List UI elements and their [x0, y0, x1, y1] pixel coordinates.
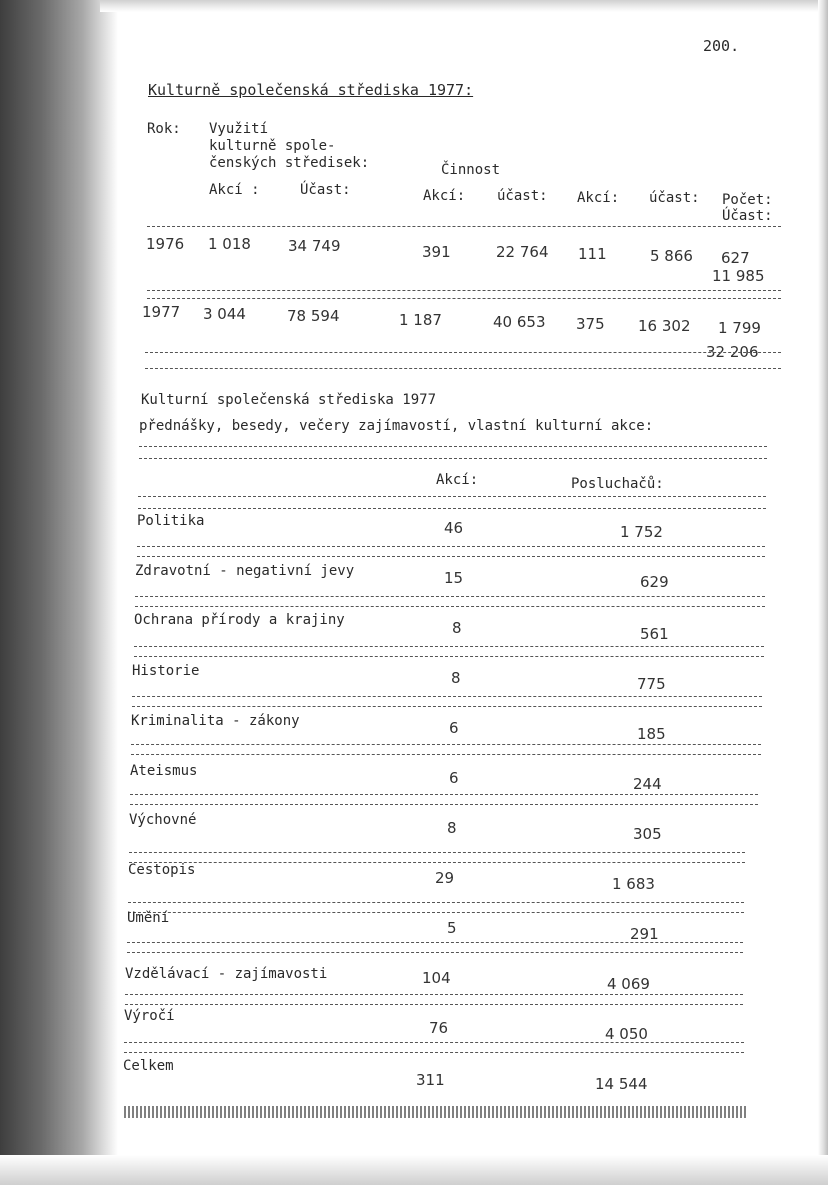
cell-year: 1977 [142, 303, 181, 321]
row-posluchacu-total: 14 544 [595, 1075, 648, 1093]
rule [135, 606, 765, 607]
cell-ucast-2: 40 653 [493, 313, 546, 331]
row-label: Cestopis [128, 862, 196, 878]
row-posluchacu: 244 [633, 775, 662, 793]
cell-ucast-3: 5 866 [650, 247, 693, 265]
rule [137, 546, 765, 547]
cell-akci-2: 1 187 [399, 311, 442, 329]
rule [134, 646, 764, 647]
row-label: Ateismus [130, 763, 198, 779]
rule [138, 496, 766, 497]
head-vyuziti-1: Využití [209, 121, 269, 137]
rule [128, 902, 744, 903]
head-rok: Rok: [147, 121, 181, 137]
rule [147, 290, 781, 291]
row-posluchacu: 291 [630, 925, 659, 943]
rule [127, 952, 743, 953]
rule [145, 368, 781, 369]
rule [130, 794, 758, 795]
rule [127, 942, 743, 943]
rule [130, 804, 758, 805]
rule [139, 458, 767, 459]
cell-ucast-1: 34 749 [288, 237, 341, 255]
rule [124, 1042, 744, 1043]
head-ucast-4: Účast: [722, 208, 773, 224]
double-underline-rule [124, 1106, 748, 1118]
cell-year: 1976 [146, 235, 185, 253]
row-label: Politika [137, 513, 205, 529]
row-akci: 5 [447, 919, 457, 937]
row-akci: 15 [444, 569, 464, 587]
rule [132, 696, 762, 697]
rule [135, 596, 765, 597]
col-akci: Akcí: [436, 472, 479, 488]
row-label: Kriminalita - zákony [131, 713, 300, 729]
head-pocet: Počet: [722, 192, 773, 208]
scan-shadow-right [818, 0, 828, 1185]
rule [138, 508, 766, 509]
row-posluchacu: 185 [637, 725, 666, 743]
rule [125, 994, 743, 995]
row-posluchacu: 4 050 [605, 1025, 648, 1043]
row-posluchacu: 561 [640, 625, 669, 643]
rule [124, 1052, 744, 1053]
rule [131, 744, 761, 745]
row-posluchacu: 1 683 [612, 875, 655, 893]
cell-ucast-4: 11 985 [712, 267, 765, 285]
row-posluchacu: 775 [637, 675, 666, 693]
scan-shadow-top [100, 0, 828, 12]
rule [132, 706, 762, 707]
cell-ucast-3: 16 302 [638, 317, 691, 335]
row-label: Historie [132, 663, 200, 679]
row-akci: 6 [449, 769, 459, 787]
row-label: Vzdělávací - zajímavosti [125, 966, 328, 982]
row-label: Výročí [124, 1008, 175, 1024]
row-akci: 6 [449, 719, 459, 737]
cell-ucast-1: 78 594 [287, 307, 340, 325]
head-cinnost: Činnost [441, 162, 501, 178]
row-posluchacu: 1 752 [620, 523, 663, 541]
rule [131, 754, 761, 755]
head-ucast-2: účast: [497, 188, 548, 204]
section2-title-2: přednášky, besedy, večery zajímavostí, vlastní kulturní akce: [139, 418, 654, 434]
section1-title: Kulturně společenská střediska 1977: [148, 81, 474, 99]
rule [134, 656, 764, 657]
cell-pocet: 1 799 [718, 319, 761, 337]
cell-ucast-2: 22 764 [496, 243, 549, 261]
row-posluchacu: 305 [633, 825, 662, 843]
row-akci: 29 [435, 869, 455, 887]
row-akci: 46 [444, 519, 464, 537]
head-akci-3: Akcí: [577, 190, 620, 206]
row-label: Umění [127, 910, 170, 926]
row-akci: 8 [447, 819, 457, 837]
rule [139, 446, 767, 447]
row-posluchacu: 4 069 [607, 975, 650, 993]
row-akci-total: 311 [416, 1071, 445, 1089]
rule [129, 862, 745, 863]
scan-shadow-bottom [0, 1155, 828, 1185]
cell-akci-1: 1 018 [208, 235, 251, 253]
cell-akci-3: 111 [578, 245, 607, 263]
rule [145, 352, 781, 353]
cell-pocet: 627 [721, 249, 750, 267]
section2-title-1: Kulturní společenská střediska 1977 [141, 392, 437, 408]
rule [137, 556, 765, 557]
head-ucast-1: Účast: [300, 182, 351, 198]
head-vyuziti-3: čenských středisek: [209, 155, 370, 171]
cell-akci-2: 391 [422, 243, 451, 261]
row-label: Ochrana přírody a krajiny [134, 612, 345, 628]
head-akci-1: Akcí : [209, 182, 260, 198]
rule [147, 226, 781, 227]
row-akci: 104 [422, 969, 451, 987]
cell-ucast-4: 32 206 [706, 343, 759, 361]
head-akci-2: Akcí: [423, 188, 466, 204]
head-ucast-3: účast: [649, 190, 700, 206]
rule [128, 912, 744, 913]
row-akci: 8 [451, 669, 461, 687]
row-label: Zdravotní - negativní jevy [135, 563, 355, 579]
cell-akci-1: 3 044 [203, 305, 246, 323]
col-posluchacu: Posluchačů: [571, 476, 664, 492]
cell-akci-3: 375 [576, 315, 605, 333]
row-label-total: Celkem [123, 1058, 174, 1074]
scan-shadow-left [0, 0, 118, 1185]
row-akci: 8 [452, 619, 462, 637]
row-label: Výchovné [129, 812, 197, 828]
page-number: 200. [703, 37, 740, 55]
rule [129, 852, 745, 853]
rule [147, 298, 781, 299]
head-vyuziti-2: kulturně spole- [209, 138, 336, 154]
rule [125, 1004, 743, 1005]
row-akci: 76 [429, 1019, 449, 1037]
row-posluchacu: 629 [640, 573, 669, 591]
